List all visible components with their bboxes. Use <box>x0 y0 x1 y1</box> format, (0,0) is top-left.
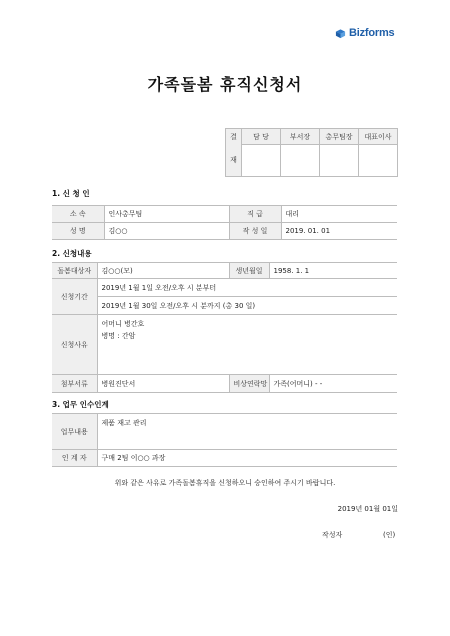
table-row <box>52 223 397 240</box>
period-end[interactable]: 2019년 1월 30일 오전/오후 시 분까지 (총 30 일) <box>97 297 397 315</box>
table-row <box>52 279 397 297</box>
approval-header-dept-head: 부서장 <box>281 129 320 145</box>
work-content-label: 업무내용 <box>52 414 97 450</box>
department-value[interactable]: 인사총무팀 <box>104 206 229 223</box>
handover-person-value[interactable]: 구매 2팀 이○○ 과장 <box>97 450 397 467</box>
name-value[interactable]: 김○○ <box>104 223 229 240</box>
rank-value[interactable]: 대리 <box>281 206 397 223</box>
reason-line-2: 병명 : 간암 <box>101 332 136 340</box>
work-content-value[interactable]: 제품 재고 관리 <box>97 414 397 450</box>
rank-label: 직 급 <box>229 206 281 223</box>
birthdate-value[interactable]: 1958. 1. 1 <box>269 263 397 279</box>
table-row <box>52 263 397 279</box>
seal-label[interactable]: (인) <box>383 531 396 539</box>
statement-text: 위와 같은 사유로 가족돌봄휴직을 신청하오니 승인하여 주시기 바랍니다. <box>114 479 336 487</box>
section1-heading: 1. 신 청 인 <box>52 189 90 198</box>
approval-side-label-1: 결 <box>226 129 242 145</box>
table-row <box>52 375 397 393</box>
approval-side-label-2: 재 <box>226 145 242 177</box>
approval-header-staff: 담 당 <box>242 129 281 145</box>
care-target-value[interactable]: 김○○(모) <box>97 263 229 279</box>
department-label: 소 속 <box>52 206 104 223</box>
period-label: 신청기간 <box>52 279 97 315</box>
emergency-contact-value[interactable]: 가족(어머니) - - <box>269 375 397 393</box>
application-date[interactable]: 2019년 01월 01일 <box>337 505 398 513</box>
request-table <box>52 262 397 393</box>
table-row <box>52 450 397 467</box>
handover-table <box>52 413 397 467</box>
name-label: 성 명 <box>52 223 104 240</box>
handover-person-label: 인 계 자 <box>52 450 97 467</box>
applicant-label: 작성자 <box>322 531 343 539</box>
applicant-table <box>52 205 397 240</box>
section2-heading: 2. 신청내용 <box>52 249 92 258</box>
written-date-value[interactable]: 2019. 01. 01 <box>281 223 397 240</box>
reason-line-1: 어머니 병간호 <box>101 320 145 328</box>
attachment-value[interactable]: 병원진단서 <box>97 375 229 393</box>
attachment-label: 첨부서류 <box>52 375 97 393</box>
approval-sign-dept-head[interactable] <box>281 145 320 177</box>
table-row <box>52 206 397 223</box>
approval-table <box>225 128 398 177</box>
approval-sign-ceo[interactable] <box>359 145 398 177</box>
brand-logo <box>335 27 394 39</box>
birthdate-label: 생년월일 <box>229 263 269 279</box>
care-target-label: 돌봄대상자 <box>52 263 97 279</box>
written-date-label: 작 성 일 <box>229 223 281 240</box>
approval-sign-general-affairs[interactable] <box>320 145 359 177</box>
page-title: 가족돌봄 휴직신청서 <box>147 75 303 94</box>
table-row <box>52 414 397 450</box>
table-row <box>52 297 397 315</box>
emergency-contact-label: 비상연락망 <box>229 375 269 393</box>
section3-heading: 3. 업무 인수인계 <box>52 400 109 409</box>
brand-name: Bizforms <box>349 27 395 39</box>
approval-header-general-affairs: 총무팀장 <box>320 129 359 145</box>
approval-sign-staff[interactable] <box>242 145 281 177</box>
period-start[interactable]: 2019년 1월 1일 오전/오후 시 분부터 <box>97 279 397 297</box>
bizforms-logo-icon <box>335 28 346 39</box>
table-row <box>52 315 397 375</box>
reason-value[interactable] <box>97 315 397 375</box>
reason-label: 신청사유 <box>52 315 97 375</box>
approval-header-ceo: 대표이사 <box>359 129 398 145</box>
